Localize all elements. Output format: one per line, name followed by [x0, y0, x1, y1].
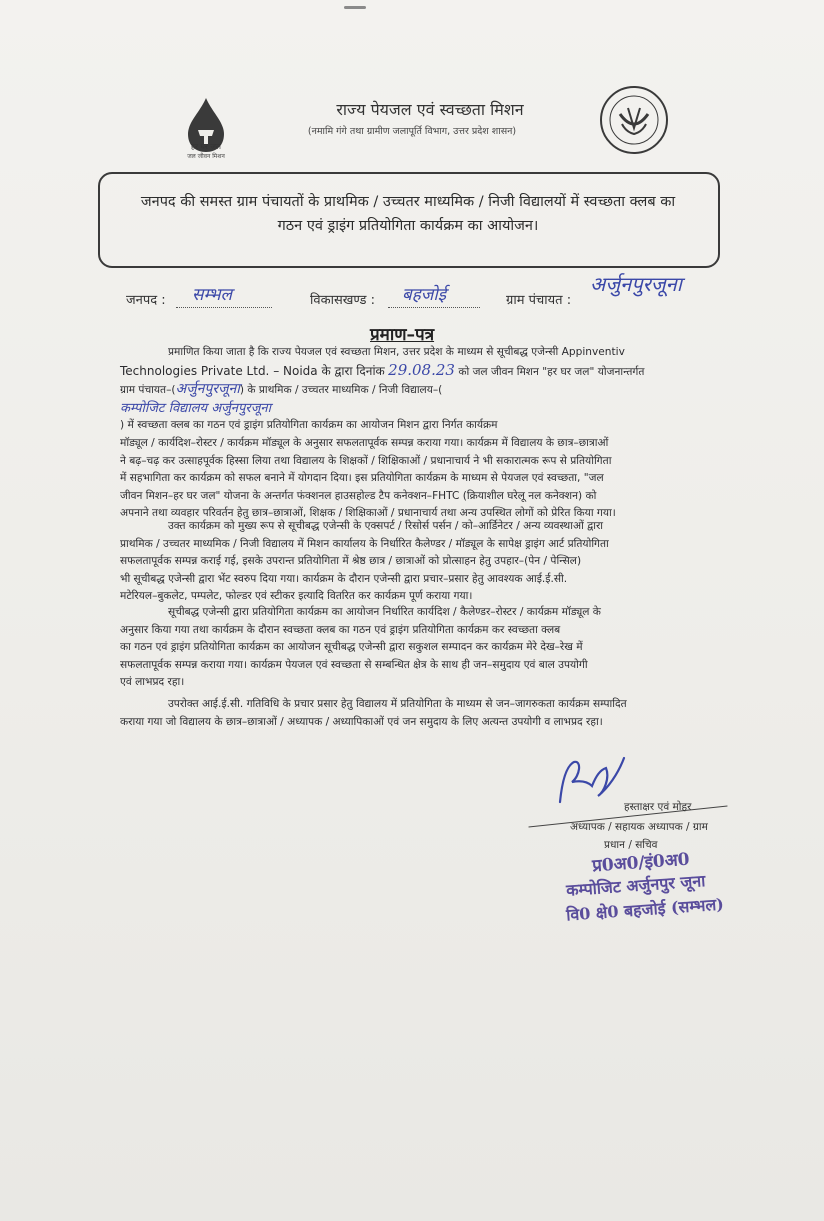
staple-mark: [344, 6, 366, 9]
panchayat-handwritten: अर्जुनपुरजूना: [175, 381, 240, 398]
p1-line-7: में सहभागिता कर कार्यक्रम को सफल बनाने में योगदान दिया। इस प्रतियोगिता कार्यक्रम के माध्यम से पेयजल एवं स्वच्छता, "जल: [120, 472, 604, 485]
p4-line-1: उपरोक्त आई.ई.सी. गतिविधि के प्रचार प्रसार हेतु विद्यालय में प्रतियोगिता के माध्यम से जन–जागरुकता कार्यक्रम सम्पादित: [168, 698, 627, 710]
subject-line-2: गठन एवं ड्राइंग प्रतियोगिता कार्यक्रम का आयोजन।: [277, 218, 539, 234]
paragraph-3: [120, 604, 732, 692]
p1-line-3: [120, 381, 732, 400]
p1-line-1: प्रमाणित किया जाता है कि राज्य पेयजल एवं स्वच्छता मिशन, उत्तर प्रदेश के माध्यम से सूचीबद्ध एजेन्सी Appinventiv: [168, 346, 625, 358]
panchayat-label: ग्राम पंचायत :: [506, 293, 572, 308]
school-handwritten: कम्पोजिट विद्यालय अर्जुनपुरजूना: [120, 400, 271, 416]
date-value: 29.08.23: [388, 360, 455, 379]
block-label: विकासखण्ड :: [310, 293, 376, 308]
p1-line-5: मॉड्यूल / कार्यदिश–रोस्टर / कार्यक्रम मॉड्यूल के अनुसार सफलतापूर्वक सम्पन्न कराया गया। कार्यक्रम में विद्यालय के छात्र–छात्राओं: [120, 436, 609, 449]
paragraph-1: [120, 344, 732, 523]
subject-text: [112, 190, 704, 238]
block-dotline: [388, 306, 480, 308]
p2-line-2: प्राथमिक / उच्चतर माध्यमिक / निजी विद्यालय में मिशन कार्यालय के निर्धारित कैलेण्डर / मॉड्यूल के सापेक्ष ड्राइंग आर्ट प्रतियोगिता: [120, 537, 609, 550]
p1-line-3a: ग्राम पंचायत–(: [120, 384, 176, 397]
p1-line-8: जीवन मिशन–हर घर जल" योजना के अन्तर्गत फंक्शनल हाउसहोल्ड टैप कनेक्शन–FHTC (क्रियाशील घरेलू नल कनेक्शन) को: [120, 489, 597, 502]
p1-line-2a: Technologies Private Ltd. – Noida के द्वारा दिनांक: [120, 363, 385, 378]
paragraph-2: [120, 518, 732, 606]
p2-line-5: मटेरियल–बुकलेट, पम्पलेट, फोल्डर एवं स्टीकर इत्यादि वितरित कर कार्यक्रम पूर्ण कराया गया।: [120, 590, 473, 603]
p1-line-2b: को जल जीवन मिशन "हर घर जल" योजनान्तर्गत: [458, 365, 645, 378]
p2-line-1: उक्त कार्यक्रम को मुख्य रूप से सूचीबद्ध एजेन्सी के एक्सपर्ट / रिसोर्स पर्सन / को–आर्डिनेटर / अन्य व्यवस्थाओं द्वारा: [168, 520, 604, 532]
p1-line-9: अपनाने तथा व्यवहार परिवर्तन हेतु छात्र–छात्राओं, शिक्षक / शिक्षिकाओं / प्रधानाचार्य तथा अन्य उपस्थित लोगों को प्रेरित किया गया।: [120, 507, 616, 520]
block-value: बहजोई: [402, 285, 447, 305]
p1-line-4: ) में स्वच्छता क्लब का गठन एवं ड्राइंग प्रतियोगिता कार्यक्रम का आयोजन मिशन द्वारा निर्गत कार्यक्रम: [120, 419, 498, 432]
district-value: सम्भल: [192, 285, 233, 305]
p4-line-2: कराया गया जो विद्यालय के छात्र–छात्राओं / अध्यापक / अध्यापिकाओं एवं जन समुदाय के लिए अत्यन्त उपयोगी व लाभप्रद रहा।: [120, 715, 603, 728]
sign-caption-2: अध्यापक / सहायक अध्यापक / ग्राम: [570, 821, 708, 833]
emblem-seal-icon: [598, 84, 670, 156]
p3-line-4: सफलतापूर्वक सम्पन्न कराया गया। कार्यक्रम पेयजल एवं स्वच्छता से सम्बन्धित क्षेत्र के साथ ही जन–समुदाय एवं बाल उपयोगी: [120, 658, 588, 671]
p3-line-5: एवं लाभप्रद रहा।: [120, 676, 185, 689]
p1-line-6: ने बढ़–चढ़ कर उत्साहपूर्वक हिस्सा लिया तथा विद्यालय के शिक्षकों / शिक्षिकाओं / प्रधानाचार्य ने भी सकारात्मक रूप से प्रतियोगिता: [120, 454, 612, 467]
sign-caption-1: हस्ताक्षर एवं मोहर: [624, 801, 692, 813]
stamp-line-2: कम्पोजिट अर्जुनपुर जूना: [565, 871, 706, 900]
p3-line-2: अनुसार किया गया तथा कार्यक्रम के दौरान स्वच्छता क्लब का गठन एवं ड्राइंग प्रतियोगिता कार्यक्रम कर स्वच्छता क्लब: [120, 623, 561, 636]
org-title: राज्य पेयजल एवं स्वच्छता मिशन: [336, 100, 524, 119]
p3-line-1: सूचीबद्ध एजेन्सी द्वारा प्रतियोगिता कार्यक्रम का आयोजन निर्धारित कार्यदिश / कैलेण्डर–रोस्टर / कार्यक्रम मॉड्यूल के: [168, 606, 601, 618]
p1-line-3b: ) के प्राथमिक / उच्चतर माध्यमिक / निजी विद्यालय–(: [239, 384, 443, 397]
p2-line-4: भी सूचीबद्ध एजेन्सी द्वारा भेंट स्वरुप दिया गया। कार्यक्रम के दौरान एजेन्सी द्वारा प्रचार–प्रसार हेतु आवश्यक आई.ई.सी.: [120, 572, 568, 585]
har-ghar-jal-logo: [182, 96, 246, 168]
panchayat-value: अर्जुनपुरजूना: [590, 272, 682, 296]
district-label: जनपद :: [126, 293, 166, 308]
certificate-heading: प्रमाण–पत्र: [370, 325, 435, 345]
logo-caption: हर घर जल: [191, 142, 221, 151]
p2-line-3: सफलतापूर्वक सम्पन्न कराई गई, इसके उपरान्त प्रतियोगिता में श्रेष्ठ छात्र / छात्राओं को प्रोत्साहन हेतु उपहार–(पेन / पेन्सिल): [120, 555, 582, 568]
up-govt-emblem: [598, 84, 670, 156]
logo-subcaption: जल जीवन मिशन: [187, 153, 225, 160]
sign-caption-3: प्रधान / सचिव: [604, 839, 658, 851]
p3-line-3: का गठन एवं ड्राइंग प्रतियोगिता कार्यक्रम का आयोजन सूचीबद्ध एजेन्सी द्वारा सकुशल सम्पादन कर कार्यक्रम मेरे देख–रेख में: [120, 641, 583, 654]
district-dotline: [176, 306, 272, 308]
org-subtitle: (नमामि गंगे तथा ग्रामीण जलापूर्ति विभाग, उत्तर प्रदेश शासन): [307, 126, 517, 137]
stamp-line-3: वि0 क्षे0 बहजोई (सम्भल): [565, 894, 725, 925]
stamp-line-1: प्र0अ0/इं0अ0: [591, 849, 691, 877]
p1-line-2: [120, 362, 732, 382]
paragraph-4: [120, 696, 732, 731]
subject-line-1: जनपद की समस्त ग्राम पंचायतों के प्राथमिक / उच्चतर माध्यमिक / निजी विद्यालयों में स्वच्छता क्लब का: [140, 194, 676, 210]
